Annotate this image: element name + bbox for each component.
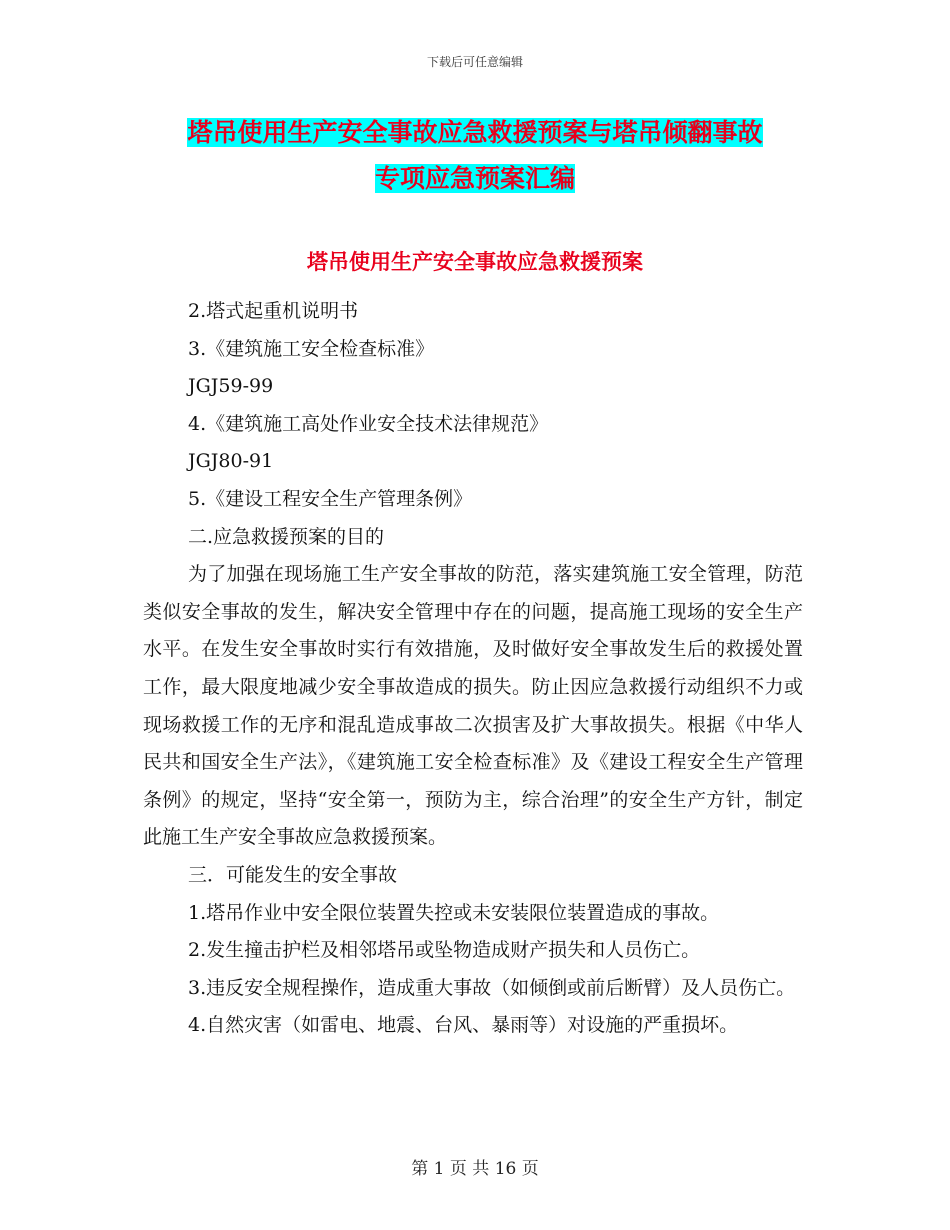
accident-item-3: 3.违反安全规程操作，造成重大事故（如倾倒或前后断臂）及人员伤亡。 [188, 976, 796, 999]
document-body [143, 293, 803, 1045]
reference-item-4: 4.《建筑施工高处作业安全技术法律规范》 [188, 412, 549, 435]
document-title-line-2: 专项应急预案汇编 [374, 164, 575, 193]
document-title-line-1: 塔吊使用生产安全事故应急救援预案与塔吊倾翻事故 [187, 118, 763, 147]
reference-code-jgj59: JGJ59-99 [188, 375, 274, 398]
section-title: 塔吊使用生产安全事故应急救援预案 [307, 250, 643, 274]
section-3-heading: 三．可能发生的安全事故 [188, 863, 398, 886]
reference-item-2: 2.塔式起重机说明书 [188, 300, 359, 322]
reference-code-jgj80: JGJ80-91 [188, 450, 274, 473]
accident-item-1: 1.塔吊作业中安全限位装置失控或未安装限位装置造成的事故。 [188, 901, 720, 924]
page-footer: 第 1 页 共 16 页 [411, 1159, 539, 1179]
reference-item-5: 5.《建设工程安全生产管理条例》 [188, 487, 473, 510]
accident-item-2: 2.发生撞击护栏及相邻塔吊或坠物造成财产损失和人员伤亡。 [188, 939, 701, 962]
purpose-paragraph: 为了加强在现场施工生产安全事故的防范，落实建筑施工安全管理，防范类似安全事故的发生，解决安全管理中存在的问题，提高施工现场的安全生产水平。在发生安全事故时实行有效措施，及时做好安全事故发生后的救援处置工作，最大限度地减少安全事故造成的损失。防止因应急救援行动组织不力或现场救援工作的无序和混乱造成事故二次损害及扩大事故损失。根据《中华人民共和国安全生产法》，《建筑施工安全检查标准》及《建设工程安全生产管理条例》的规定，坚持“安全第一，预防为主，综合治理”的安全生产方针，制定此施工生产安全事故应急救援预案。 [143, 563, 803, 849]
reference-item-3: 3.《建筑施工安全检查标准》 [188, 337, 435, 360]
section-2-heading: 二.应急救援预案的目的 [188, 525, 385, 548]
accident-item-4: 4.自然灾害（如雷电、地震、台风、暴雨等）对设施的严重损坏。 [188, 1014, 739, 1037]
document-title [0, 110, 950, 202]
header-note: 下载后可任意编辑 [426, 55, 523, 69]
